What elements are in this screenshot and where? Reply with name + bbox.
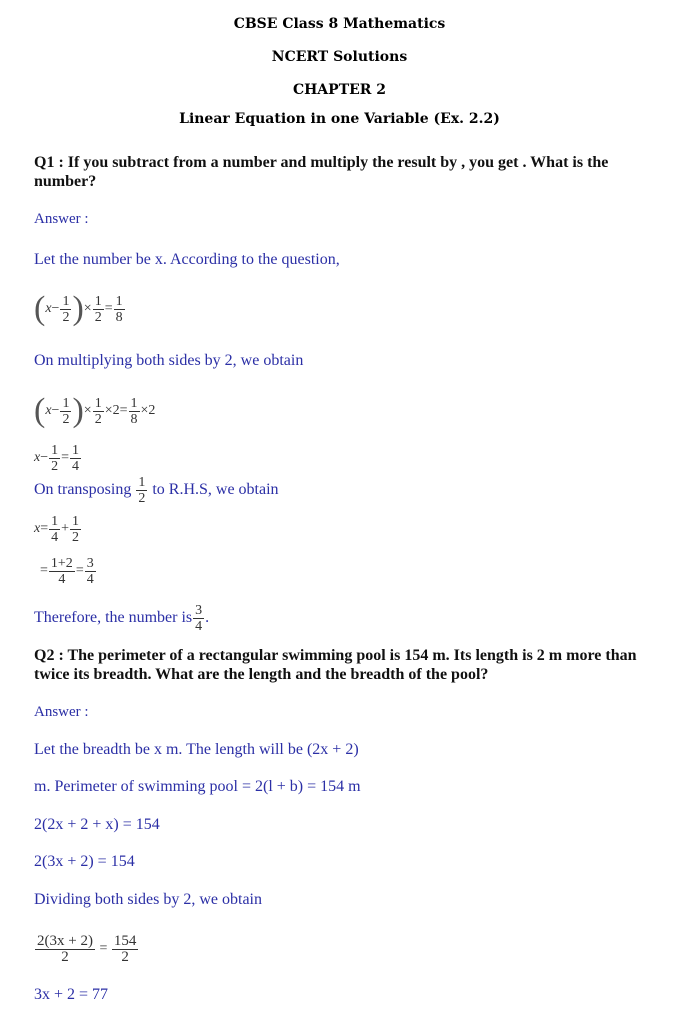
doc-subtitle: NCERT Solutions bbox=[271, 49, 408, 65]
question-1: Q1 : If you subtract from a number and multiply the result by , you get . What is the number? bbox=[34, 154, 609, 190]
q2-line-5: Dividing both sides by 2, we obtain bbox=[34, 891, 262, 908]
q1-equation-4: x = $\frac{1}{4}$ + $\frac{1}{2}$ bbox=[34, 513, 80, 545]
q1-multiply-text: On multiplying both sides by 2, we obtain bbox=[34, 352, 304, 369]
q2-line-4: 2(3x + 2) = 154 bbox=[34, 853, 135, 870]
q1-let-statement: Let the number be x. According to the question, bbox=[34, 251, 340, 268]
q1-equation-1: ( x − $\frac{1}{2}$ ) × $\frac{1}{2}$ = $\frac{1}{8}$ bbox=[34, 290, 123, 327]
q2-line-1: Let the breadth be x m. The length will be (2x + 2) bbox=[34, 741, 359, 758]
q1-conclusion: Therefore, the number is $\frac{3}{4}$ . bbox=[34, 602, 210, 634]
q1-equation-5: = $\frac{1+2}{4}$ = $\frac{3}{4}$ bbox=[40, 555, 94, 587]
topic-heading: Linear Equation in one Variable (Ex. 2.2) bbox=[179, 111, 500, 127]
q1-transpose-line: On transposing $\frac{1}{2}$ to R.H.S, we obtain bbox=[34, 474, 279, 506]
doc-title: CBSE Class 8 Mathematics bbox=[233, 16, 446, 32]
q2-fraction-equation: $\frac{2(3x + 2)}{2}$ = $\frac{154}{2}$ bbox=[37, 932, 137, 965]
answer-label-2: Answer : bbox=[34, 704, 89, 720]
answer-label-1: Answer : bbox=[34, 211, 89, 227]
question-2: Q2 : The perimeter of a rectangular swimming pool is 154 m. Its length is 2 m more than twice its breadth. What are the length and the breadth of the pool? bbox=[34, 647, 637, 683]
q2-line-2: m. Perimeter of swimming pool = 2(l + b) = 154 m bbox=[34, 778, 361, 795]
q1-equation-3: x − $\frac{1}{2}$ = $\frac{1}{4}$ bbox=[34, 442, 80, 474]
q1-equation-2: ( x − $\frac{1}{2}$ ) × $\frac{1}{2}$ × 2 = $\frac{1}{8}$ × 2 bbox=[34, 392, 156, 429]
q2-line-6: 3x + 2 = 77 bbox=[34, 986, 109, 1003]
chapter-label: CHAPTER 2 bbox=[292, 82, 387, 98]
q2-line-3: 2(2x + 2 + x) = 154 bbox=[34, 816, 160, 833]
